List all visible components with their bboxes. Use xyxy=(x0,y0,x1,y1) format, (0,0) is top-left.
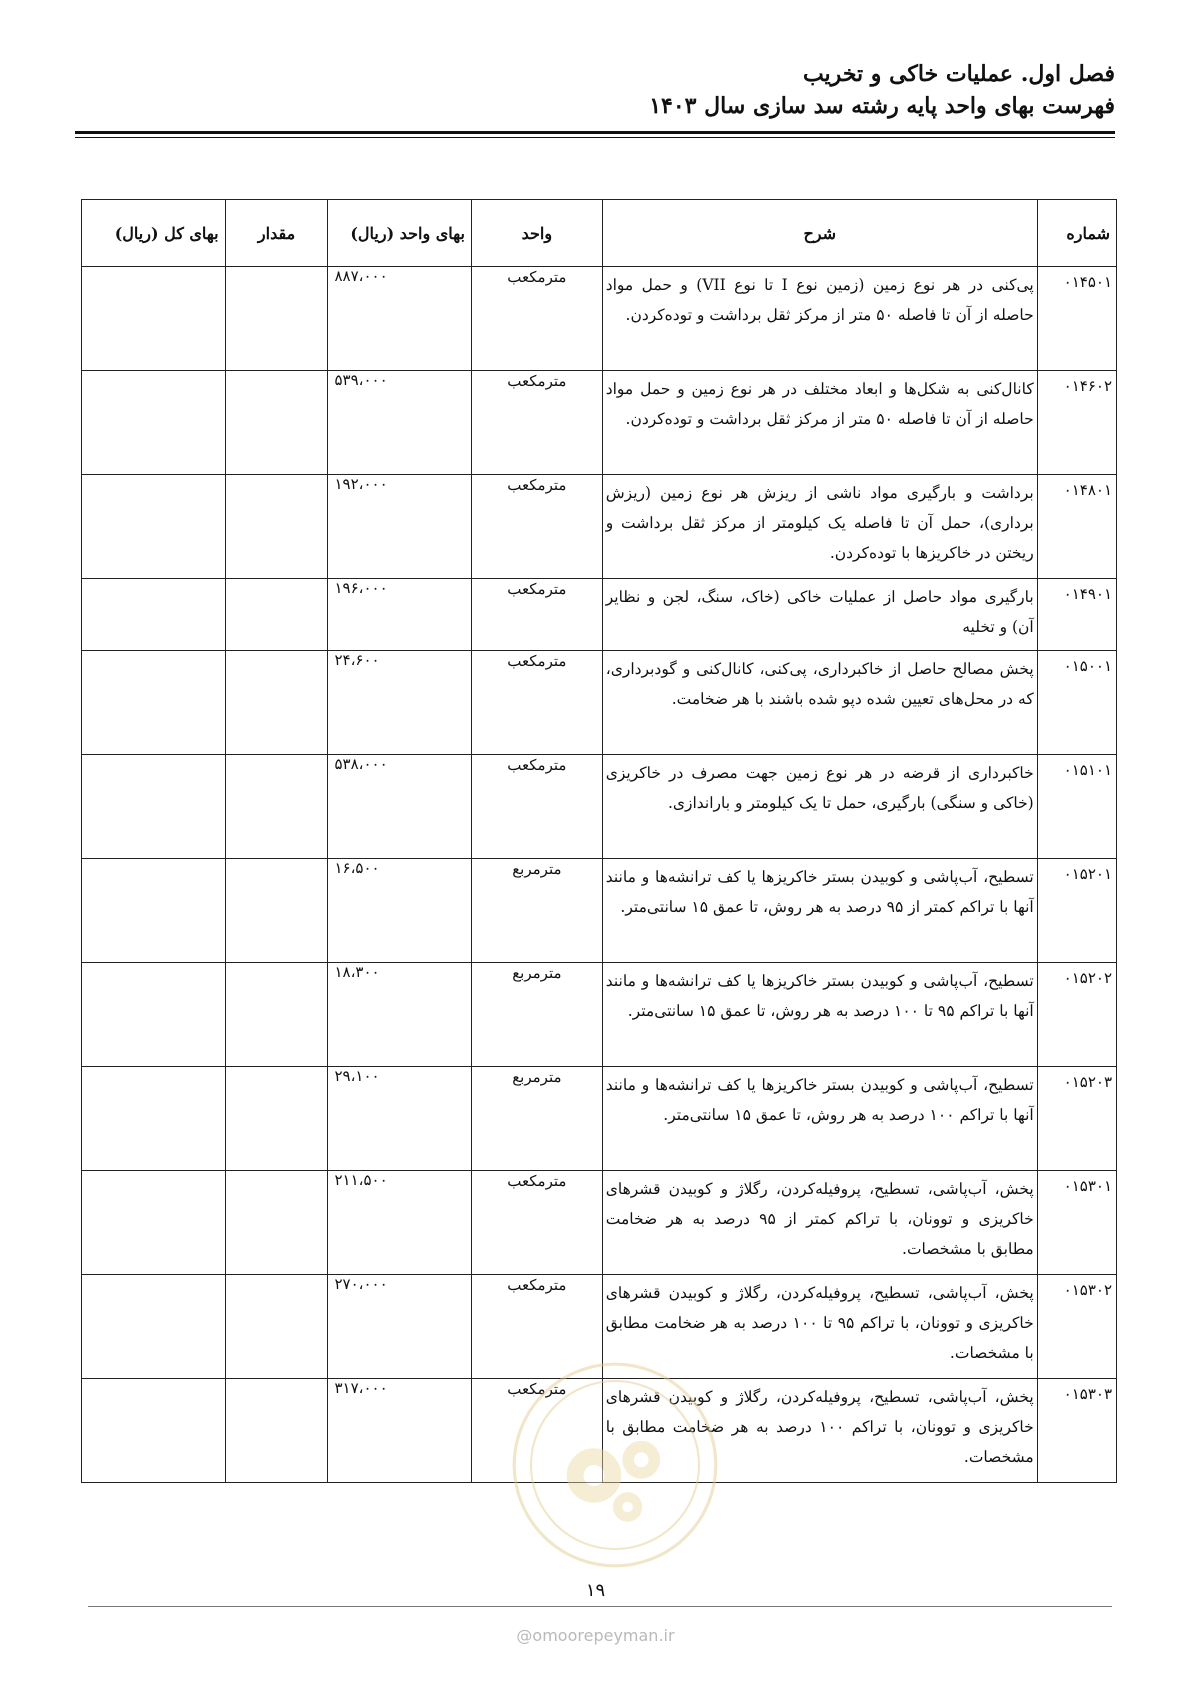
item-description: پخش مصالح حاصل از خاکبرداری، پی‌کنی، کانال‌کنی و گودبرداری، که در محل‌های تعیین شده دپو شده باشند با هر ضخامت. xyxy=(602,651,1037,755)
table-row xyxy=(82,1067,1117,1171)
item-unit-price: ۲۷۰،۰۰۰ xyxy=(328,1275,472,1379)
item-quantity xyxy=(225,1275,328,1379)
item-description: پی‌کنی در هر نوع زمین (زمین نوع I تا نوع VII) و حمل مواد حاصله از آن تا فاصله ۵۰ متر از مرکز ثقل برداشت و توده‌کردن. xyxy=(602,267,1037,371)
item-quantity xyxy=(225,859,328,963)
item-code: ۰۱۵۲۰۳ xyxy=(1037,1067,1116,1171)
header-rule-thin xyxy=(75,137,1115,138)
item-quantity xyxy=(225,1379,328,1483)
item-unit-price: ۱۹۶،۰۰۰ xyxy=(328,579,472,651)
item-code: ۰۱۴۸۰۱ xyxy=(1037,475,1116,579)
item-unit: مترمکعب xyxy=(472,579,603,651)
header-unit-price: بهای واحد (ریال) xyxy=(328,200,472,267)
table-row xyxy=(82,1379,1117,1483)
item-total-price xyxy=(82,1275,226,1379)
item-total-price xyxy=(82,1067,226,1171)
item-total-price xyxy=(82,963,226,1067)
page-header xyxy=(75,58,1115,122)
table-row xyxy=(82,1171,1117,1275)
item-unit: مترمکعب xyxy=(472,371,603,475)
header-quantity: مقدار xyxy=(225,200,328,267)
header-unit: واحد xyxy=(472,200,603,267)
item-code: ۰۱۴۵۰۱ xyxy=(1037,267,1116,371)
header-total-price: بهای کل (ریال) xyxy=(82,200,226,267)
item-unit: مترمکعب xyxy=(472,475,603,579)
header-description: شرح xyxy=(602,200,1037,267)
document-subtitle: فهرست بهای واحد پایه رشته سد سازی سال ۱۴۰۳ xyxy=(649,93,1115,119)
item-unit-price: ۱۹۲،۰۰۰ xyxy=(328,475,472,579)
item-total-price xyxy=(82,1171,226,1275)
item-unit: مترمکعب xyxy=(472,755,603,859)
item-unit-price: ۱۶،۵۰۰ xyxy=(328,859,472,963)
table-row xyxy=(82,1275,1117,1379)
item-description: خاکبرداری از قرضه در هر نوع زمین جهت مصرف در خاکریزی (خاکی و سنگی) بارگیری، حمل تا یک کیلومتر و باراندازی. xyxy=(602,755,1037,859)
item-description: کانال‌کنی به شکل‌ها و ابعاد مختلف در هر نوع زمین و حمل مواد حاصله از آن تا فاصله ۵۰ متر از مرکز ثقل برداشت و توده‌کردن. xyxy=(602,371,1037,475)
item-code: ۰۱۴۹۰۱ xyxy=(1037,579,1116,651)
item-unit-price: ۳۱۷،۰۰۰ xyxy=(328,1379,472,1483)
item-unit-price: ۸۸۷،۰۰۰ xyxy=(328,267,472,371)
item-total-price xyxy=(82,651,226,755)
table-row xyxy=(82,371,1117,475)
item-unit: مترمربع xyxy=(472,859,603,963)
item-unit: مترمکعب xyxy=(472,1379,603,1483)
table-row xyxy=(82,651,1117,755)
item-quantity xyxy=(225,963,328,1067)
item-total-price xyxy=(82,371,226,475)
item-unit: مترمربع xyxy=(472,963,603,1067)
item-code: ۰۱۵۰۰۱ xyxy=(1037,651,1116,755)
item-code: ۰۱۵۳۰۳ xyxy=(1037,1379,1116,1483)
item-unit-price: ۵۳۸،۰۰۰ xyxy=(328,755,472,859)
table-header-row xyxy=(82,200,1117,267)
chapter-title: فصل اول. عملیات خاکی و تخریب xyxy=(802,61,1115,87)
item-code: ۰۱۵۳۰۱ xyxy=(1037,1171,1116,1275)
item-description: تسطیح، آب‌پاشی و کوبیدن بستر خاکریزها یا کف ترانشه‌ها و مانند آنها با تراکم ۹۵ تا ۱۰۰ درصد به هر روش، تا عمق ۱۵ سانتی‌متر. xyxy=(602,963,1037,1067)
item-quantity xyxy=(225,1171,328,1275)
table-row xyxy=(82,579,1117,651)
item-code: ۰۱۵۲۰۱ xyxy=(1037,859,1116,963)
page-number: ۱۹ xyxy=(585,1580,606,1601)
item-unit: مترمکعب xyxy=(472,651,603,755)
item-total-price xyxy=(82,475,226,579)
item-unit-price: ۲۱۱،۵۰۰ xyxy=(328,1171,472,1275)
item-total-price xyxy=(82,1379,226,1483)
item-quantity xyxy=(225,755,328,859)
item-unit-price: ۱۸،۳۰۰ xyxy=(328,963,472,1067)
table-row xyxy=(82,859,1117,963)
item-code: ۰۱۵۲۰۲ xyxy=(1037,963,1116,1067)
item-description: تسطیح، آب‌پاشی و کوبیدن بستر خاکریزها یا کف ترانشه‌ها و مانند آنها با تراکم کمتر از ۹۵ درصد به هر روش، تا عمق ۱۵ سانتی‌متر. xyxy=(602,859,1037,963)
item-description: پخش، آب‌پاشی، تسطیح، پروفیله‌کردن، رگلاژ و کوبیدن قشرهای خاکریزی و توونان، با تراکم ۹۵ تا ۱۰۰ درصد به هر ضخامت مطابق با مشخصات. xyxy=(602,1275,1037,1379)
item-code: ۰۱۵۱۰۱ xyxy=(1037,755,1116,859)
item-unit-price: ۲۹،۱۰۰ xyxy=(328,1067,472,1171)
item-unit-price: ۲۴،۶۰۰ xyxy=(328,651,472,755)
header-code: شماره xyxy=(1037,200,1116,267)
item-code: ۰۱۵۳۰۲ xyxy=(1037,1275,1116,1379)
item-quantity xyxy=(225,651,328,755)
item-quantity xyxy=(225,1067,328,1171)
item-description: برداشت و بارگیری مواد ناشی از ریزش هر نوع زمین (ریزش برداری)، حمل آن تا فاصله یک کیلومتر از مرکز ثقل برداشت و ریختن در خاکریزها با توده‌کردن. xyxy=(602,475,1037,579)
item-description: تسطیح، آب‌پاشی و کوبیدن بستر خاکریزها یا کف ترانشه‌ها و مانند آنها با تراکم ۱۰۰ درصد به هر روش، تا عمق ۱۵ سانتی‌متر. xyxy=(602,1067,1037,1171)
item-description: پخش، آب‌پاشی، تسطیح، پروفیله‌کردن، رگلاژ و کوبیدن قشرهای خاکریزی و توونان، با تراکم ۱۰۰ درصد به هر ضخامت مطابق با مشخصات. xyxy=(602,1379,1037,1483)
item-total-price xyxy=(82,859,226,963)
table-row xyxy=(82,963,1117,1067)
item-quantity xyxy=(225,267,328,371)
item-unit: مترمکعب xyxy=(472,1171,603,1275)
item-unit: مترمکعب xyxy=(472,267,603,371)
item-unit: مترمربع xyxy=(472,1067,603,1171)
price-list-table xyxy=(81,199,1117,1483)
item-description: بارگیری مواد حاصل از عملیات خاکی (خاک، سنگ، لجن و نظایر آن) و تخلیه xyxy=(602,579,1037,651)
item-code: ۰۱۴۶۰۲ xyxy=(1037,371,1116,475)
website-watermark: @omoorepeyman.ir xyxy=(516,1626,675,1645)
item-quantity xyxy=(225,579,328,651)
header-rule-thick xyxy=(75,131,1115,134)
item-quantity xyxy=(225,475,328,579)
table-row xyxy=(82,475,1117,579)
item-total-price xyxy=(82,755,226,859)
table-row xyxy=(82,755,1117,859)
footer-rule xyxy=(88,1606,1112,1607)
item-unit-price: ۵۳۹،۰۰۰ xyxy=(328,371,472,475)
item-total-price xyxy=(82,579,226,651)
item-description: پخش، آب‌پاشی، تسطیح، پروفیله‌کردن، رگلاژ و کوبیدن قشرهای خاکریزی و توونان، با تراکم کمتر از ۹۵ درصد به هر ضخامت مطابق با مشخصات. xyxy=(602,1171,1037,1275)
item-quantity xyxy=(225,371,328,475)
item-unit: مترمکعب xyxy=(472,1275,603,1379)
item-total-price xyxy=(82,267,226,371)
table-row xyxy=(82,267,1117,371)
